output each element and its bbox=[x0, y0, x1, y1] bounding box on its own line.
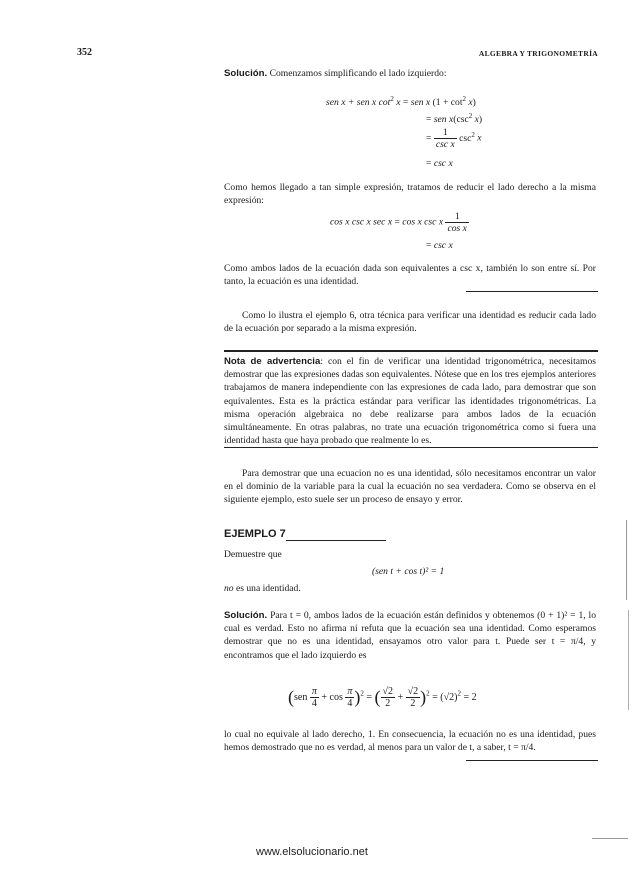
solucion-text: Comenzamos simplificando el lado izquierdo: bbox=[269, 68, 447, 79]
equation3: (sen $\frac{\pi}{4}$ + cos $\frac{\pi}{4}$ )$^2$ = ( $\frac{√2}{2}$ + $\frac{√2}{2}$ )$^2 = (√2)^2 = 2$ bbox=[288, 686, 477, 709]
para-not-identity: Para demostrar que una ecuacion no es una identidad, sólo necesitamos encontrar un valor en el dominio de la variable para la cual la ecuación no sea verdadera. Como se observa en el siguiente ejemplo, esto suele ser un proceso de ensayo y error. bbox=[224, 468, 596, 506]
solucion2 bbox=[224, 609, 596, 662]
footer-url[interactable]: www.elsolucionario.net bbox=[256, 846, 368, 858]
scan-margin-mark bbox=[626, 520, 627, 600]
warning-bottom-rule bbox=[224, 447, 598, 448]
solucion2-text: Para t = 0, ambos lados de la ecuación están definidos y obtenemos (0 + 1)² = 1, lo cual es verdad. Esto no afirma ni refuta que la ecuación sea una identidad. Como esperamos demostrar que no es una identidad, ensayamos otro valor para t. Puede ser t = π/4, y encontramos que el lado izquierdo es bbox=[224, 610, 596, 661]
derivation1-line1: sen x + sen x $\cot^2 x$ = sen x $(1 + \cot^2 x)$ bbox=[326, 95, 476, 109]
derivation2-line1: cos x csc x sec x = cos x csc x $\frac{1}{\text{cos x}}$ bbox=[330, 211, 467, 234]
warning-top-rule bbox=[224, 350, 598, 352]
warning-text: : con el fin de verificar una identidad trigonométrica, necesitamos demostrar que las expresiones dadas son equivalentes. Nótese que en los tres ejemplos anteriores trabajamos de manera independiente con las expresiones de cada lado, para demostrar que son equivalentes. Esta es la práctica estándar para verificar las identidades trigonométricas. La misma operación algebraica no debe realizarse para ambos lados de la ecuación simultáneamente. En otras palabras, no trate una ecuación trigonométrica como si fuera una identidad hasta que haya probado que realmente lo es. bbox=[224, 356, 596, 447]
example7-tail-text: es una identidad. bbox=[233, 583, 301, 594]
example7-rule bbox=[286, 540, 386, 541]
end-rule-1 bbox=[466, 291, 598, 292]
example7-tail bbox=[224, 582, 596, 595]
scan-margin-mark bbox=[592, 838, 628, 839]
para-final: lo cual no equivale al lado derecho, 1. En consecuencia, la ecuación no es una identidad, pues hemos demostrado que no es verdad, al menos para un valor de t, a saber, t = π/4. bbox=[224, 729, 596, 754]
derivation1-line4: = csc x bbox=[426, 158, 453, 169]
running-title: ALGEBRA Y TRIGONOMETRÍA bbox=[478, 49, 598, 58]
page-number: 352 bbox=[77, 47, 92, 58]
example7-equation: (sen t + cos t)² = 1 bbox=[372, 566, 445, 577]
example7-prompt: Demuestre que bbox=[224, 549, 282, 560]
warning-note bbox=[224, 355, 596, 447]
warning-label: Nota de advertencia bbox=[224, 356, 321, 367]
derivation1-line2: = sen $x(\csc^2$ x) bbox=[426, 112, 483, 126]
para-conclusion1: Como ambos lados de la ecuación dada son equivalentes a csc x, también lo son entre sí. Por tanto, la ecuación es una identidad. bbox=[224, 263, 596, 288]
para-example6: Como lo ilustra el ejemplo 6, otra técnica para verificar una identidad es reducir cada lado de la ecuación por separado a la misma expresión. bbox=[224, 310, 596, 335]
solucion-label: Solución. bbox=[224, 68, 268, 79]
para-right-side: Como hemos llegado a tan simple expresión, tratamos de reducir el lado derecho a la misma expresión: bbox=[224, 182, 596, 207]
example7-heading: EJEMPLO 7 bbox=[224, 528, 286, 540]
derivation1-line3: = $\frac{1}{\text{csc x}}$ $\csc^2 x$ bbox=[426, 127, 482, 150]
solucion-intro bbox=[224, 67, 596, 80]
solucion2-label: Solución. bbox=[224, 610, 268, 621]
end-rule-2 bbox=[466, 760, 598, 761]
scan-margin-mark bbox=[628, 610, 629, 710]
derivation2-line2: = csc x bbox=[426, 240, 453, 251]
example7-tail-italic: no bbox=[224, 583, 234, 594]
